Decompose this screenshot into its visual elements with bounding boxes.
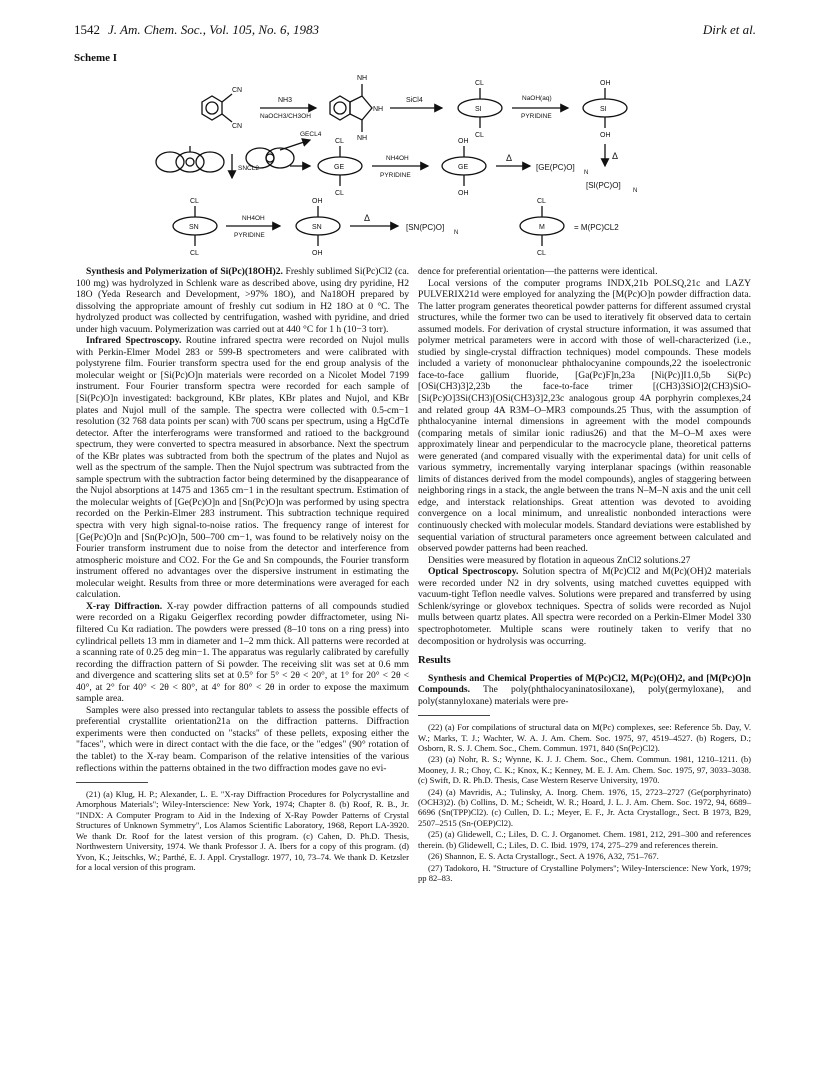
paragraph-evidence: dence for preferential orientation—the patterns were identical. — [418, 266, 658, 277]
reaction-scheme — [150, 62, 690, 257]
footnote-24: (24) (a) Mavridis, A.; Tulinsky, A. Inorg. Chem. 1976, 15, 2723–2727 (Ge(porphyrinato)(OCH3)2). (b) Collins, D. M.; Scheidt, W. R.; Hoard, J. L. J. Am. Chem. Soc. 1972, 94, 6689–6696 (Sn(TPP)Cl2). (c) Cullen, D. L.; Meyer, E. F., Jr. Acta Crystallogr., Sect. B 1973, B29, 2507–2515 (Sn-(OEP)Cl2). — [418, 786, 751, 828]
diiminoisoindoline-structure — [330, 84, 372, 132]
snpc-stack-structure — [156, 146, 224, 172]
row3-legend: = M(PC)CL2 — [574, 223, 619, 232]
si-label-2: SI — [600, 106, 607, 113]
row1-delta: Δ — [612, 151, 619, 161]
right-column — [418, 266, 751, 884]
footnotes-right — [418, 722, 751, 883]
paragraph-ir — [76, 335, 409, 601]
nh-label-mid: NH — [373, 106, 384, 113]
row2-reagent3-top: NH4OH — [386, 155, 409, 162]
paragraph-programs: Local versions of the computer programs INDX,21b POLSQ,21c and LAZY PULVERIX21d were employed for analyzing the [M(Pc)O]n powder diffraction data. The latter program generates theoretical powder patterns for different assumed crystal structures, while the former two can be used to iteratively fit observed data to certain assumed models. For derivation of crystal structure information, it was assumed that polymer metrical parameters were in accord with those of well-characterized (i.e., studied by single-crystal diffraction techniques) model compounds. These models included a variety of mononuclear phthalocyanine compounds,22 the isoelectronic face-to-face gallium fluoride, [Ga(Pc)F]n,23a [Ni(Pc)]I1.0,5b Si(Pc)[OSi(CH3)3]2,23b the face-to-face trimer [(CH3)3SiO]2(CH3)SiO-[Si(Pc)O]3Si(CH3)[OSi(CH3)3]2,23c analogous group 4A porphyrin complexes,24 and related group 4A R3M–O–MR3 compounds.25 Thus, with the assumption of phthalocyanine internal dimensions in agreement with the model compounds (comparing metals of similar ionic radius26) and that the M–O–M axes were approximately linear and perpendicular to the macrocycle plane, theoretical patterns were generated (and compared visually with the experimental data) for unit cells of various symmetry, incrementally varying interplanar spacings (within reasonable limits of distances derived from the model compounds), angles of staggering between neighboring rings in a stack, the angle between the trans N–M–N axis and the unit cell edge, and interstack relationships. Great attention was devoted to avoiding convergence on a local minimum, and unrealistic nonbonded interactions were continuously checked with molecular models. Standard deviations were established by sequential variation of structural parameters once agreement between calculated and observed powder patterns had been reached. — [418, 277, 751, 555]
paragraph-xray — [76, 601, 409, 705]
cn-label-1: CN — [232, 87, 243, 94]
text-optical: Solution spectra of M(Pc)Cl2 and M(Pc)(OH)2 materials were recorded under N2 in dry solvents, using matched cuvettes equipped with vacuum-tight Teflon needle valves. Solutions were prepared and transferred by using Schlenk/syringe or glovebox techniques. Spectra of solids were recorded as Nujol mulls between quartz plates. All spectra were recorded on a Perkin-Elmer Model 330 spectrophotometer. Multiple scans were routinely taken to verify that no decomposition or hydrolysis was occurring. — [418, 566, 752, 647]
si-cl-top: CL — [475, 80, 484, 87]
footnote-22: (22) (a) For compilations of structural data on M(Pc) complexes, see: Reference 5b. Day, V. W.; Marks, T. J.; Wachter, W. A. J. Am. Chem. Soc. 1975, 97, 4519–4527. (b) Rogers, D.; Osborn, R. S. J. Chem. Soc., Chem. Commun. 1971, 840 (Sn(Pc)Cl2). — [418, 722, 751, 754]
row1-product-sub: N — [633, 188, 638, 194]
paragraph-synthesis — [76, 266, 409, 335]
text-synthesis: Freshly sublimed Si(Pc)Cl2 (ca. 100 mg) was hydrolyzed in Schlenk ware as described above, using dry pyridine, H2 18O (Yeda Research and Development, >97% 18O), and Na18OH prepared by dissolving the appropriate amount of freshly cut sodium in H2 18O at 0 °C. The hydrolyzed product was collected by centrifugation, washed with pyridine, and dried under high vacuum. Polymerization was carried out at 440 °C for 1 h (10−3 torr). — [76, 266, 409, 335]
section-heading-results: Results — [418, 655, 451, 667]
sn-label-1: SN — [189, 224, 199, 231]
journal-citation: J. Am. Chem. Soc., Vol. 105, No. 6, 1983 — [108, 22, 319, 37]
row2-product: [GE(PC)O] — [536, 163, 575, 172]
sn-cl-bottom: CL — [190, 250, 199, 257]
cn-label-2: CN — [232, 123, 243, 130]
heading-xray: X-ray Diffraction. — [86, 600, 163, 612]
heading-optical: Optical Spectroscopy. — [428, 566, 519, 578]
row1-reagent1-bottom: NaOCH3/CH3OH — [260, 113, 311, 120]
footnote-rule-right — [418, 715, 490, 716]
paragraph-samples: Samples were also pressed into rectangular tablets to assess the possible effects of preferential crystallite orientation21a on the diffraction patterns. Diffraction experiments were then conducted on "stacks" of these pellets, exposing either the "faces", which were in direct contact with the die face, or the "edges" (90° rotation of the tablet) to the X-ray beam. Comparison of the relative intensities of the various reflections within the patterns obtained in the two diffraction modes gave no evi- — [76, 704, 409, 774]
text-xray: X-ray powder diffraction patterns of all compounds studied were recorded on a Rigaku Geigerflex recording powder diffractometer, using Ni-filtered Cu Kα radiation. The powders were pressed (8–10 tons on a ring press) into cylindrical pellets 13 mm in diameter and 1–2 mm thick. All patterns were recorded at a scanning rate of 0.25 deg min−1. The apparatus was regularly calibrated by carefully recording the diffraction pattern of Si powder. The receiving slit was set at 0.6 mm and divergence and scattering slits set at 0.5° for 5° < 2θ < 20°, at 1° for 20° < 2θ < 40°, at 2° for 40° < 2θ < 80°, at 4° for 80° < 2θ in order to expose the maximum sample area. — [76, 600, 410, 705]
phthalonitrile-structure — [202, 94, 232, 122]
m-cl-top: CL — [537, 198, 546, 205]
ge-oh-bottom: OH — [458, 190, 469, 197]
row3-reagent1-top: NH4OH — [242, 215, 265, 222]
paragraph-results — [418, 673, 751, 708]
si-cl-bottom: CL — [475, 132, 484, 139]
ge-cl-top: CL — [335, 138, 344, 145]
ge-cl-bottom: CL — [335, 190, 344, 197]
header-authors: Dirk et al. — [702, 22, 756, 37]
sn-cl-top: CL — [190, 198, 199, 205]
sn-oh-top: OH — [312, 198, 323, 205]
arrow-row2-gecl4 — [280, 140, 310, 150]
row2-delta: Δ — [506, 153, 513, 163]
page-number: 1542 — [74, 22, 100, 37]
ge-oh-top: OH — [458, 138, 469, 145]
row2-reagent2: GECL4 — [300, 131, 322, 138]
footnote-rule-left — [76, 782, 148, 783]
footnotes-left — [76, 789, 409, 872]
ge-label-2: GE — [458, 164, 469, 171]
footnote-26: (26) Shannon, E. S. Acta Crystallogr., Sect. A 1976, A32, 751–767. — [428, 851, 659, 862]
m-label: M — [539, 224, 545, 231]
row3-product-sub: N — [454, 230, 459, 236]
footnote-27: (27) Tadokoro, H. "Structure of Crystalline Polymers"; Wiley-Interscience: New York, 1979; pp 82–83. — [418, 862, 751, 883]
sn-label-2: SN — [312, 224, 322, 231]
si-label-1: SI — [475, 106, 482, 113]
ge-label-1: GE — [334, 164, 345, 171]
left-column — [76, 266, 409, 873]
row3-delta: Δ — [364, 213, 371, 223]
si-oh-bottom: OH — [600, 132, 611, 139]
si-oh-top: OH — [600, 80, 611, 87]
running-header — [74, 22, 756, 42]
nh-label-bottom: NH — [357, 135, 368, 142]
heading-synthesis: Synthesis and Polymerization of Si(Pc)(18OH)2. — [86, 266, 283, 277]
text-results: The poly(phthalocyaninatosiloxane), poly(germyloxane), and poly(stannyloxane) materials were pre- — [418, 684, 751, 707]
row3-product: [SN(PC)O] — [406, 223, 445, 232]
row2-reagent1: SNCL2 — [238, 165, 259, 172]
sn-oh-bottom: OH — [312, 250, 323, 257]
row1-product: [SI(PC)O] — [586, 181, 621, 190]
row3-reagent1-bottom: PYRIDINE — [234, 232, 265, 239]
paragraph-optical — [418, 566, 751, 647]
m-cl-bottom: CL — [537, 250, 546, 257]
heading-results-sub: Synthesis and Chemical Properties of M(Pc)Cl2, M(Pc)(OH)2, and [M(Pc)O]n Compounds. — [418, 672, 751, 696]
scheme-title: Scheme I — [74, 52, 118, 64]
row2-product-sub: N — [584, 170, 589, 176]
footnote-25: (25) (a) Glidewell, C.; Liles, D. C. J. Organomet. Chem. 1981, 212, 291–300 and references therein. (b) Glidewell, C.; Liles, D. C. Ibid. 1979, 174, 275–279 and references therein. — [418, 829, 751, 850]
heading-ir: Infrared Spectroscopy. — [86, 335, 182, 347]
row1-reagent2: SiCl4 — [406, 97, 423, 104]
paragraph-densities: Densities were measured by flotation in aqueous ZnCl2 solutions.27 — [428, 554, 691, 566]
row1-reagent3-top: NaOH(aq) — [522, 95, 552, 102]
footnote-21: (21) (a) Klug, H. P.; Alexander, L. E. "X-ray Diffraction Procedures for Polycrystalline and Amorphous Materials"; Wiley-Interscience: New York, 1974; Chapter 8. (b) Roof, R. B., Jr. "INDX: A Computer Program to Aid in the Indexing of X-Ray Powder Patterns of Crystal Structures of Unknown Symmetry", Los Alamos Scientific Laboratory, 1968, Report LA-3920. We thank Dr. Roof for the latest version of this program. (c) Cahen, D. Ph.D. Thesis, Northwestern University, 1974. We thank Professor J. A. Ibers for a copy of this program. (d) Yvon, K.; Jeitschks, W.; Parthé, E. J. Appl. Crystallogr. 1977, 10, 73–74. We thank D. Ketzsler for a local version of this program. — [76, 789, 409, 872]
row1-reagent3-bottom: PYRIDINE — [521, 113, 552, 120]
footnote-23: (23) (a) Nohr, R. S.; Wynne, K. J. J. Chem. Soc., Chem. Commun. 1981, 1210–1211. (b) Mooney, J. R.; Choy, C. K.; Knox, K.; Kenney, M. E. J. Am. Chem. Soc. 1975, 97, 3033–3038. (c) Swift, D. R. Ph.D. Thesis, Case Western Reserve University, 1970. — [418, 754, 751, 786]
row1-reagent1-top: NH3 — [278, 97, 293, 104]
row2-reagent3-bottom: PYRIDINE — [380, 172, 411, 179]
nh-label-top: NH — [357, 75, 368, 82]
header-left — [74, 22, 319, 38]
text-ir: Routine infrared spectra were recorded on Nujol mulls with Perkin-Elmer Model 283 or 599-B spectrometers and were calibrated with polystyrene film. Fourier transform spectra used for the end group analysis of the molecular weight or [Si(Pc)O]n materials were recorded on a Nicolet Model 7199 instrument. Four Fourier transform spectra were recorded for each sample of [Si(Pc)O]n investigated: background, KBr plates, KBr plates and Nujol, and KBr plates and Nujol mull of the sample. The spectra were collected with 0.5-cm−1 resolution (32 768 data points per scan) with 700 scans per spectrum, using a HgCdTe detector. After the interferograms were transformed and ratioed to the background spectrum, they were converted to spectra measured in absorbance. Next the spectrum of the KBr plates was subtracted from both the spectrum of the plates and Nujol as well as the spectrum of the sample. Then the Nujol spectrum was subtracted from the sample spectrum with the subtraction factor being determined by the disappearance of the Nujol absorptions at 1475 and 1365 cm−1 in the resultant spectrum. Estimation of the molecular weights of [Ge(Pc)O]n and [Sn(Pc)O]n was performed by using spectra recorded on the Perkin-Elmer 283 instrument. This subtraction technique required spectra with very high signal-to-noise ratios. The frequency range of interest for [Ge(Pc)O]n and [Sn(Pc)O]n, 500–700 cm−1, was found to be relatively noisy on the Fourier transform instrument due to noise from the detector and interference from atmospheric moisture and CO2. For the Ge and Sn compounds, the Fourier transform instrument offered no advantages over the dispersive instrument in estimating the molecular weight. Results from three or more determinations were averaged for each calculation. — [76, 335, 409, 601]
